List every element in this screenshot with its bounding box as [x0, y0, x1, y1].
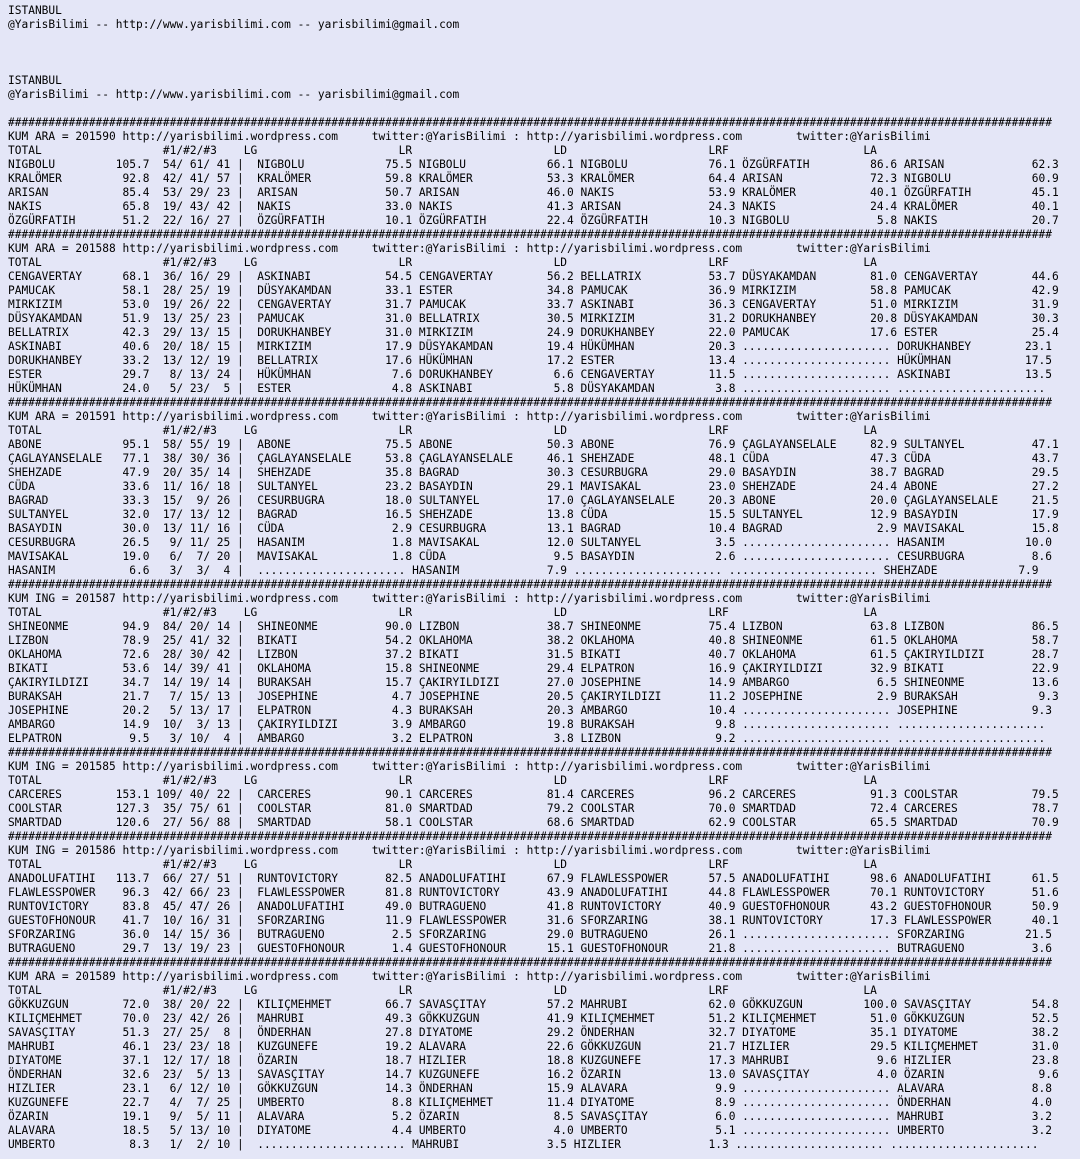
- horse-row: CÜDA 33.6 11/ 16/ 18 | SULTANYEL 23.2 BASAYDIN 29.1 MAVISAKAL 23.0 SHEHZADE 24.4 ABONE 27.2: [8, 480, 1059, 493]
- horse-row: ARISAN 85.4 53/ 29/ 23 | ARISAN 50.7 ARISAN 46.0 NAKIS 53.9 KRALÖMER 40.1 ÖZGÜRFATIH 45.1: [8, 186, 1059, 199]
- contact-line: @YarisBilimi -- http://www.yarisbilimi.com -- yarisbilimi@gmail.com: [8, 88, 460, 101]
- column-header: TOTAL #1/#2/#3 LG LR LD LRF LA: [8, 144, 877, 157]
- horse-row: CARCERES 153.1 109/ 40/ 22 | CARCERES 90.1 CARCERES 81.4 CARCERES 96.2 CARCERES 91.3 COOLSTAR 79.5: [8, 788, 1059, 801]
- horse-row: BUTRAGUENO 29.7 13/ 19/ 23 | GUESTOFHONOUR 1.4 GUESTOFHONOUR 15.1 GUESTOFHONOUR 21.8 ...................... BUTRAGUENO 3.6: [8, 942, 1052, 955]
- horse-row: KUZGUNEFE 22.7 4/ 7/ 25 | UMBERTO 8.8 KILIÇMEHMET 11.4 DIYATOME 8.9 ...................... ÖNDERHAN 4.0: [8, 1096, 1052, 1109]
- horse-row: DORUKHANBEY 33.2 13/ 12/ 19 | BELLATRIX 17.6 HÜKÜMHAN 17.2 ESTER 13.4 ...................... HÜKÜMHAN 17.5: [8, 354, 1052, 367]
- horse-row: BELLATRIX 42.3 29/ 13/ 15 | DORUKHANBEY 31.0 MIRKIZIM 24.9 DORUKHANBEY 22.0 PAMUCAK 17.6 ESTER 25.4: [8, 326, 1059, 339]
- column-header: TOTAL #1/#2/#3 LG LR LD LRF LA: [8, 774, 877, 787]
- race-header: KUM ING = 201585 http://yarisbilimi.wordpress.com twitter:@YarisBilimi : http://yarisbilimi.wordpress.com twitter:@YarisBilimi: [8, 760, 931, 773]
- horse-row: JOSEPHINE 20.2 5/ 13/ 17 | ELPATRON 4.3 BURAKSAH 20.3 AMBARGO 10.4 ...................... JOSEPHINE 9.3: [8, 704, 1052, 717]
- horse-row: UMBERTO 8.3 1/ 2/ 10 | ...................... MAHRUBI 3.5 HIZLIER 1.3 ...................... ......................: [8, 1138, 1039, 1151]
- race-header: KUM ING = 201587 http://yarisbilimi.wordpress.com twitter:@YarisBilimi : http://yarisbilimi.wordpress.com twitter:@YarisBilimi: [8, 592, 931, 605]
- horse-row: BIKATI 53.6 14/ 39/ 41 | OKLAHOMA 15.8 SHINEONME 29.4 ELPATRON 16.9 ÇAKIRYILDIZI 32.9 BIKATI 22.9: [8, 662, 1059, 675]
- horse-row: FLAWLESSPOWER 96.3 42/ 66/ 23 | FLAWLESSPOWER 81.8 RUNTOVICTORY 43.9 ANADOLUFATIHI 44.8 FLAWLESSPOWER 70.1 RUNTOVICTORY 51.6: [8, 886, 1059, 899]
- race-header: KUM ARA = 201588 http://yarisbilimi.wordpress.com twitter:@YarisBilimi : http://yarisbilimi.wordpress.com twitter:@YarisBilimi: [8, 242, 931, 255]
- horse-row: SHINEONME 94.9 84/ 20/ 14 | SHINEONME 90.0 LIZBON 38.7 SHINEONME 75.4 LIZBON 63.8 LIZBON 86.5: [8, 620, 1059, 633]
- horse-row: SMARTDAD 120.6 27/ 56/ 88 | SMARTDAD 58.1 COOLSTAR 68.6 SMARTDAD 62.9 COOLSTAR 65.5 SMARTDAD 70.9: [8, 816, 1059, 829]
- blank-line: [8, 46, 1080, 60]
- horse-row: ANADOLUFATIHI 113.7 66/ 27/ 51 | RUNTOVICTORY 82.5 ANADOLUFATIHI 67.9 FLAWLESSPOWER 57.5 ANADOLUFATIHI 98.6 ANADOLUFATIHI 61.5: [8, 872, 1059, 885]
- horse-row: ÖZARIN 19.1 9/ 5/ 11 | ALAVARA 5.2 ÖZARIN 8.5 SAVASÇITAY 6.0 ...................... MAHRUBI 3.2: [8, 1110, 1052, 1123]
- race-header: KUM ARA = 201589 http://yarisbilimi.wordpress.com twitter:@YarisBilimi : http://yarisbilimi.wordpress.com twitter:@YarisBilimi: [8, 970, 931, 983]
- section-separator: ###########################################################################################################################################################: [8, 228, 1052, 241]
- blank-line: [8, 32, 1080, 46]
- horse-row: MIRKIZIM 53.0 19/ 26/ 22 | CENGAVERTAY 31.7 PAMUCAK 33.7 ASKINABI 36.3 CENGAVERTAY 51.0 MIRKIZIM 31.9: [8, 298, 1059, 311]
- horse-row: ÇAKIRYILDIZI 34.7 14/ 19/ 14 | BURAKSAH 15.7 ÇAKIRYILDIZI 27.0 JOSEPHINE 14.9 AMBARGO 6.5 SHINEONME 13.6: [8, 676, 1059, 689]
- horse-row: RUNTOVICTORY 83.8 45/ 47/ 26 | ANADOLUFATIHI 49.0 BUTRAGUENO 41.8 RUNTOVICTORY 40.9 GUESTOFHONOUR 43.2 GUESTOFHONOUR 50.9: [8, 900, 1059, 913]
- horse-row: PAMUCAK 58.1 28/ 25/ 19 | DÜSYAKAMDAN 33.1 ESTER 34.8 PAMUCAK 36.9 MIRKIZIM 58.8 PAMUCAK 42.9: [8, 284, 1059, 297]
- horse-row: AMBARGO 14.9 10/ 3/ 13 | ÇAKIRYILDIZI 3.9 AMBARGO 19.8 BURAKSAH 9.8 ...................... ......................: [8, 718, 1046, 731]
- city-title: ISTANBUL: [8, 74, 62, 87]
- horse-row: ALAVARA 18.5 5/ 13/ 10 | DIYATOME 4.4 UMBERTO 4.0 UMBERTO 5.1 ...................... UMBERTO 3.2: [8, 1124, 1052, 1137]
- horse-row: SFORZARING 36.0 14/ 15/ 36 | BUTRAGUENO 2.5 SFORZARING 29.0 BUTRAGUENO 26.1 ...................... SFORZARING 21.5: [8, 928, 1052, 941]
- horse-row: KILIÇMEHMET 70.0 23/ 42/ 26 | MAHRUBI 49.3 GÖKKUZGUN 41.9 KILIÇMEHMET 51.2 KILIÇMEHMET 51.0 GÖKKUZGUN 52.5: [8, 1012, 1059, 1025]
- column-header: TOTAL #1/#2/#3 LG LR LD LRF LA: [8, 424, 877, 437]
- horse-row: LIZBON 78.9 25/ 41/ 32 | BIKATI 54.2 OKLAHOMA 38.2 OKLAHOMA 40.8 SHINEONME 61.5 OKLAHOMA 58.7: [8, 634, 1059, 647]
- blank-line: [8, 102, 1080, 116]
- horse-row: ELPATRON 9.5 3/ 10/ 4 | AMBARGO 3.2 ELPATRON 3.8 LIZBON 9.2 ...................... ......................: [8, 732, 1046, 745]
- contact-line: @YarisBilimi -- http://www.yarisbilimi.com -- yarisbilimi@gmail.com: [8, 18, 460, 31]
- horse-row: GUESTOFHONOUR 41.7 10/ 16/ 31 | SFORZARING 11.9 FLAWLESSPOWER 31.6 SFORZARING 38.1 RUNTOVICTORY 17.3 FLAWLESSPOWER 40.1: [8, 914, 1059, 927]
- column-header: TOTAL #1/#2/#3 LG LR LD LRF LA: [8, 984, 877, 997]
- horse-row: ASKINABI 40.6 20/ 18/ 15 | MIRKIZIM 17.9 DÜSYAKAMDAN 19.4 HÜKÜMHAN 20.3 ...................... DORUKHANBEY 23.1: [8, 340, 1052, 353]
- horse-row: ESTER 29.7 8/ 13/ 24 | HÜKÜMHAN 7.6 DORUKHANBEY 6.6 CENGAVERTAY 11.5 ...................... ASKINABI 13.5: [8, 368, 1052, 381]
- horse-row: MAVISAKAL 19.0 6/ 7/ 20 | MAVISAKAL 1.8 CÜDA 9.5 BASAYDIN 2.6 ...................... CESURBUGRA 8.6: [8, 550, 1052, 563]
- horse-row: CESURBUGRA 26.5 9/ 11/ 25 | HASANIM 1.8 MAVISAKAL 12.0 SULTANYEL 3.5 ...................... HASANIM 10.0: [8, 536, 1052, 549]
- section-separator: ###########################################################################################################################################################: [8, 116, 1052, 129]
- horse-row: BAGRAD 33.3 15/ 9/ 26 | CESURBUGRA 18.0 SULTANYEL 17.0 ÇAGLAYANSELALE 20.3 ABONE 20.0 ÇAGLAYANSELALE 21.5: [8, 494, 1059, 507]
- horse-row: ÇAGLAYANSELALE 77.1 38/ 30/ 36 | ÇAGLAYANSELALE 53.8 ÇAGLAYANSELALE 46.1 SHEHZADE 48.1 CÜDA 47.3 CÜDA 43.7: [8, 452, 1059, 465]
- horse-row: COOLSTAR 127.3 35/ 75/ 61 | COOLSTAR 81.0 SMARTDAD 79.2 COOLSTAR 70.0 SMARTDAD 72.4 CARCERES 78.7: [8, 802, 1059, 815]
- horse-row: BURAKSAH 21.7 7/ 15/ 13 | JOSEPHINE 4.7 JOSEPHINE 20.5 ÇAKIRYILDIZI 11.2 JOSEPHINE 2.9 BURAKSAH 9.3: [8, 690, 1059, 703]
- column-header: TOTAL #1/#2/#3 LG LR LD LRF LA: [8, 606, 877, 619]
- horse-row: MAHRUBI 46.1 23/ 23/ 18 | KUZGUNEFE 19.2 ALAVARA 22.6 GÖKKUZGUN 21.7 HIZLIER 29.5 KILIÇMEHMET 31.0: [8, 1040, 1059, 1053]
- horse-row: ABONE 95.1 58/ 55/ 19 | ABONE 75.5 ABONE 50.3 ABONE 76.9 ÇAGLAYANSELALE 82.9 SULTANYEL 47.1: [8, 438, 1059, 451]
- horse-row: CENGAVERTAY 68.1 36/ 16/ 29 | ASKINABI 54.5 CENGAVERTAY 56.2 BELLATRIX 53.7 DÜSYAKAMDAN 81.0 CENGAVERTAY 44.6: [8, 270, 1059, 283]
- horse-row: KRALÖMER 92.8 42/ 41/ 57 | KRALÖMER 59.8 KRALÖMER 53.3 KRALÖMER 64.4 ARISAN 72.3 NIGBOLU 60.9: [8, 172, 1059, 185]
- section-separator: ###########################################################################################################################################################: [8, 396, 1052, 409]
- column-header: TOTAL #1/#2/#3 LG LR LD LRF LA: [8, 256, 877, 269]
- horse-row: NAKIS 65.8 19/ 43/ 42 | NAKIS 33.0 NAKIS 41.3 ARISAN 24.3 NAKIS 24.4 KRALÖMER 40.1: [8, 200, 1059, 213]
- race-header: KUM ARA = 201590 http://yarisbilimi.wordpress.com twitter:@YarisBilimi : http://yarisbilimi.wordpress.com twitter:@YarisBilimi: [8, 130, 931, 143]
- horse-row: DÜSYAKAMDAN 51.9 13/ 25/ 23 | PAMUCAK 31.0 BELLATRIX 30.5 MIRKIZIM 31.2 DORUKHANBEY 20.8 DÜSYAKAMDAN 30.3: [8, 312, 1059, 325]
- section-separator: ###########################################################################################################################################################: [8, 830, 1052, 843]
- column-header: TOTAL #1/#2/#3 LG LR LD LRF LA: [8, 858, 877, 871]
- city-title: ISTANBUL: [8, 4, 62, 17]
- horse-row: HASANIM 6.6 3/ 3/ 4 | ...................... HASANIM 7.9 ...................... ...................... SHEHZADE 7.9: [8, 564, 1039, 577]
- race-header: KUM ING = 201586 http://yarisbilimi.wordpress.com twitter:@YarisBilimi : http://yarisbilimi.wordpress.com twitter:@YarisBilimi: [8, 844, 931, 857]
- horse-row: SHEHZADE 47.9 20/ 35/ 14 | SHEHZADE 35.8 BAGRAD 30.3 CESURBUGRA 29.0 BASAYDIN 38.7 BAGRAD 29.5: [8, 466, 1059, 479]
- horse-row: OKLAHOMA 72.6 28/ 30/ 42 | LIZBON 37.2 BIKATI 31.5 BIKATI 40.7 OKLAHOMA 61.5 ÇAKIRYILDIZI 28.7: [8, 648, 1059, 661]
- horse-row: SULTANYEL 32.0 17/ 13/ 12 | BAGRAD 16.5 SHEHZADE 13.8 CÜDA 15.5 SULTANYEL 12.9 BASAYDIN 17.9: [8, 508, 1059, 521]
- horse-row: GÖKKUZGUN 72.0 38/ 20/ 22 | KILIÇMEHMET 66.7 SAVASÇITAY 57.2 MAHRUBI 62.0 GÖKKUZGUN 100.0 SAVASÇITAY 54.8: [8, 998, 1059, 1011]
- race-header: KUM ARA = 201591 http://yarisbilimi.wordpress.com twitter:@YarisBilimi : http://yarisbilimi.wordpress.com twitter:@YarisBilimi: [8, 410, 931, 423]
- section-separator: ###########################################################################################################################################################: [8, 746, 1052, 759]
- horse-row: HIZLIER 23.1 6/ 12/ 10 | GÖKKUZGUN 14.3 ÖNDERHAN 15.9 ALAVARA 9.9 ...................... ALAVARA 8.8: [8, 1082, 1052, 1095]
- horse-row: BASAYDIN 30.0 13/ 11/ 16 | CÜDA 2.9 CESURBUGRA 13.1 BAGRAD 10.4 BAGRAD 2.9 MAVISAKAL 15.8: [8, 522, 1059, 535]
- section-separator: ###########################################################################################################################################################: [8, 956, 1052, 969]
- horse-row: HÜKÜMHAN 24.0 5/ 23/ 5 | ESTER 4.8 ASKINABI 5.8 DÜSYAKAMDAN 3.8 ...................... ......................: [8, 382, 1046, 395]
- horse-row: ÖNDERHAN 32.6 23/ 5/ 13 | SAVASÇITAY 14.7 KUZGUNEFE 16.2 ÖZARIN 13.0 SAVASÇITAY 4.0 ÖZARIN 9.6: [8, 1068, 1059, 1081]
- horse-row: ÖZGÜRFATIH 51.2 22/ 16/ 27 | ÖZGÜRFATIH 10.1 ÖZGÜRFATIH 22.4 ÖZGÜRFATIH 10.3 NIGBOLU 5.8 NAKIS 20.7: [8, 214, 1059, 227]
- horse-row: SAVASÇITAY 51.3 27/ 25/ 8 | ÖNDERHAN 27.8 DIYATOME 29.2 ÖNDERHAN 32.7 DIYATOME 35.1 DIYATOME 38.2: [8, 1026, 1059, 1039]
- blank-line: [8, 60, 1080, 74]
- horse-row: NIGBOLU 105.7 54/ 61/ 41 | NIGBOLU 75.5 NIGBOLU 66.1 NIGBOLU 76.1 ÖZGÜRFATIH 86.6 ARISAN 62.3: [8, 158, 1059, 171]
- horse-row: DIYATOME 37.1 12/ 17/ 18 | ÖZARIN 18.7 HIZLIER 18.8 KUZGUNEFE 17.3 MAHRUBI 9.6 HIZLIER 23.8: [8, 1054, 1059, 1067]
- section-separator: ###########################################################################################################################################################: [8, 578, 1052, 591]
